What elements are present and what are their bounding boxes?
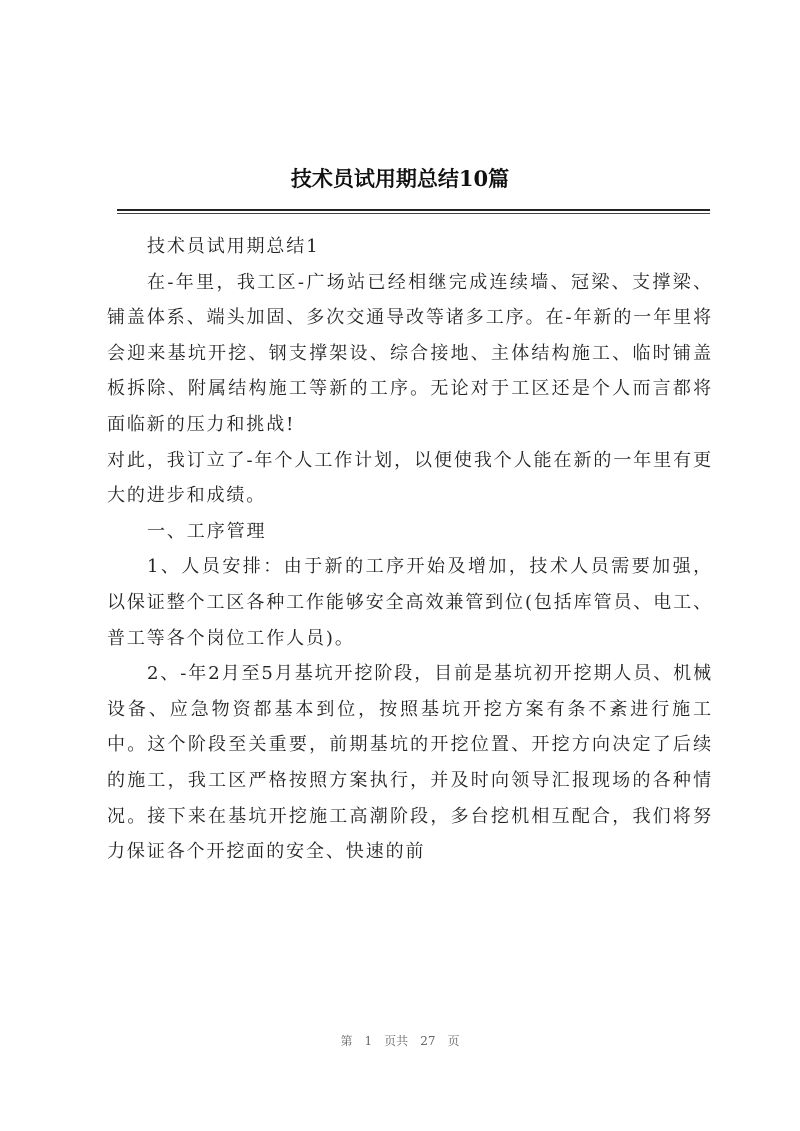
paragraph: 一、工序管理 [147, 520, 267, 542]
paragraph: 技术员试用期总结1 [147, 236, 320, 257]
document-body [107, 229, 713, 870]
title-divider-thick [117, 209, 710, 211]
document-title: 技术员试用期总结10篇 [290, 166, 510, 191]
page-footer [0, 1032, 800, 1050]
footer-suffix: 页 [447, 1034, 460, 1048]
footer-page-number: 1 [364, 1034, 373, 1048]
paragraph: 对此，我订立了-年个人工作计划，以便使我个人能在新的一年里有更大的进步和成绩。 [107, 449, 713, 507]
footer-total-pages: 27 [420, 1034, 436, 1048]
paragraph: 2、-年2月至5月基坑开挖阶段，目前是基坑初开挖期人员、机械设备、应急物资都基本到位，按照基坑开挖方案有条不紊进行施工中。这个阶段至关重要，前期基坑的开挖位置、开挖方向决定了后续的施工，我工区严格按照方案执行，并及时向领导汇报现场的各种情况。接下来在基坑开挖施工高潮阶段，多台挖机相互配合，我们将努力保证各个开挖面的安全、快速的前 [107, 663, 713, 863]
footer-prefix: 第 [340, 1034, 353, 1048]
paragraph: 在-年里，我工区-广场站已经相继完成连续墙、冠梁、支撑梁、铺盖体系、端头加固、多次交通导改等诸多工序。在-年新的一年里将会迎来基坑开挖、钢支撑架设、综合接地、主体结构施工、临时铺盖板拆除、附属结构施工等新的工序。无论对于工区还是个人而言都将面临新的压力和挑战! [107, 271, 713, 435]
title-divider-thin [117, 213, 710, 214]
paragraph: 1、人员安排：由于新的工序开始及增加，技术人员需要加强，以保证整个工区各种工作能够安全高效兼管到位(包括库管员、电工、普工等各个岗位工作人员)。 [107, 556, 713, 649]
footer-middle: 页共 [384, 1034, 409, 1048]
